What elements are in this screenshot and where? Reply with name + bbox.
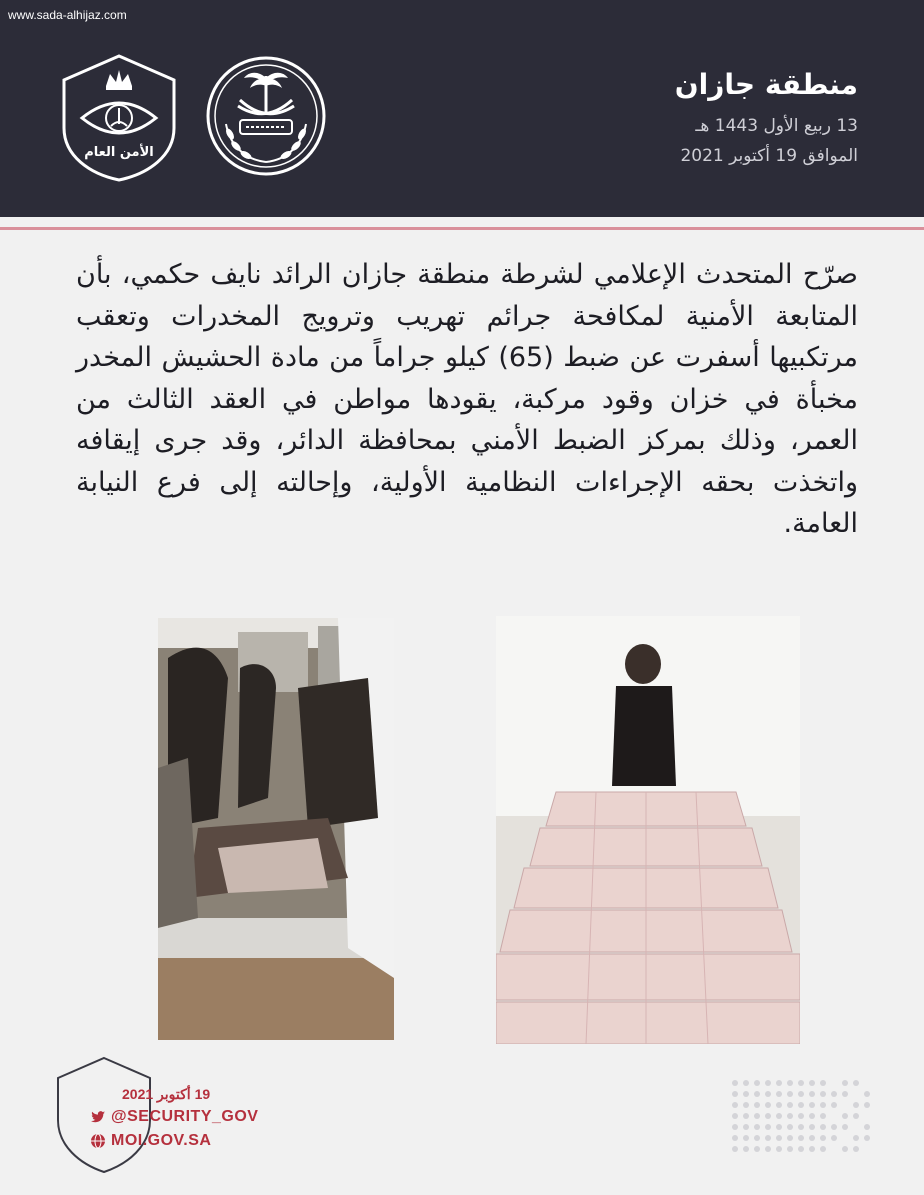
website-text: MOI.GOV.SA	[111, 1132, 212, 1149]
accent-divider	[0, 227, 924, 230]
globe-icon	[90, 1133, 106, 1149]
public-security-emblem-icon	[56, 52, 182, 184]
hijri-date: 13 ربيع الأول 1443 هـ	[695, 116, 858, 136]
divider-gap	[0, 217, 924, 227]
security-logo-text: الأمن العام	[84, 145, 154, 160]
header-banner	[0, 0, 924, 217]
twitter-icon	[90, 1109, 106, 1125]
site-watermark: www.sada-alhijaz.com	[8, 8, 127, 22]
gregorian-date: الموافق 19 أكتوبر 2021	[680, 146, 858, 166]
moi-emblem-icon	[204, 54, 328, 178]
twitter-handle-text: @SECURITY_GOV	[111, 1108, 259, 1125]
footer-website[interactable]	[90, 1132, 211, 1150]
footer-date: 19 أكتوبر 2021	[122, 1086, 211, 1102]
suspect-with-seized-packages-photo	[496, 616, 800, 1044]
footer-twitter-handle[interactable]	[90, 1108, 258, 1126]
vehicle-interior-photo	[158, 618, 394, 1040]
statement-text: صرّح المتحدث الإعلامي لشرطة منطقة جازان الرائد نايف حكمي، بأن المتابعة الأمنية لمكافحة جرائم تهريب وترويج المخدرات وتعقب مرتكبيها أسفرت عن ضبط (65) كيلو جراماً من مادة الحشيش المخدر مخبأة في خزان وقود مركبة، يقودها مواطن في العقد الثالث من العمر، وذلك بمركز الضبط الأمني بمحافظة الدائر، وقد جرى إيقافه واتخذت بحقه الإجراءات النظامية الأولية، وإحالته إلى فرع النيابة العامة.	[76, 259, 858, 539]
decorative-dot-pattern	[730, 1078, 872, 1154]
region-title: منطقة جازان	[674, 68, 858, 101]
